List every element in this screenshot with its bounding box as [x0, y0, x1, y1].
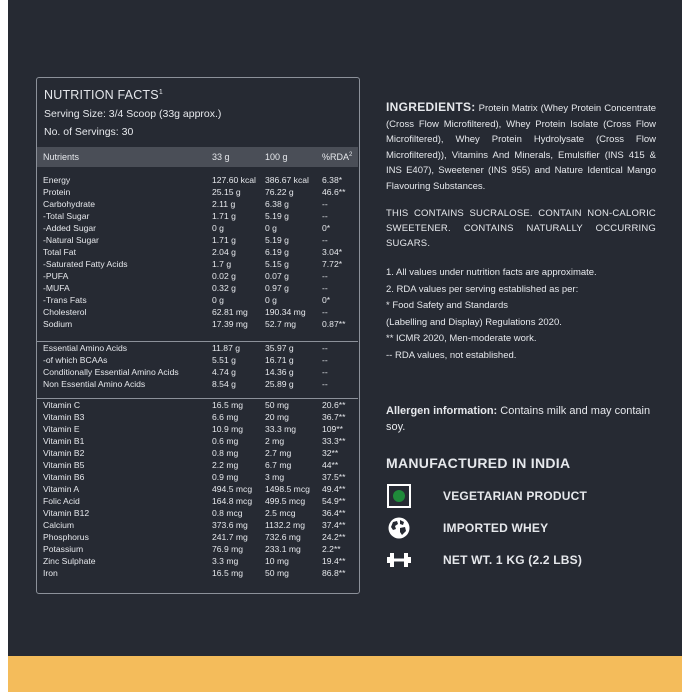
rda-percent: 109** — [322, 424, 344, 434]
nutrient-row — [37, 210, 358, 222]
ingredients-block — [386, 100, 656, 194]
footnote-line: -- RDA values, not established. — [386, 349, 517, 361]
value-per-serving: 2.2 mg — [212, 460, 239, 470]
nutrient-row — [37, 423, 358, 435]
rda-percent: 0.87** — [322, 319, 346, 329]
value-per-serving: 10.9 mg — [212, 424, 244, 434]
value-per-100g: 2.7 mg — [265, 448, 292, 458]
rda-percent: 36.7** — [322, 412, 346, 422]
header-rda — [322, 152, 352, 162]
value-per-100g: 14.36 g — [265, 367, 294, 377]
value-per-100g: 0 g — [265, 295, 277, 305]
nutrient-name: -Saturated Fatty Acids — [43, 259, 128, 269]
value-per-serving: 5.51 g — [212, 355, 236, 365]
value-per-100g: 35.97 g — [265, 343, 294, 353]
info-column — [386, 100, 656, 364]
value-per-serving: 4.74 g — [212, 367, 236, 377]
nutrient-row — [37, 447, 358, 459]
rda-percent: 49.4** — [322, 484, 346, 494]
value-per-serving: 494.5 mcg — [212, 484, 253, 494]
footnote-line: 2. RDA values per serving established as per: — [386, 283, 579, 295]
ingredients-label: INGREDIENTS: — [386, 100, 476, 114]
value-per-100g: 10 mg — [265, 556, 289, 566]
value-per-serving: 0 g — [212, 295, 224, 305]
nutrient-row — [37, 318, 358, 330]
nutrition-header-row — [37, 147, 358, 167]
value-per-100g: 499.5 mcg — [265, 496, 306, 506]
nutrient-name: -Trans Fats — [43, 295, 87, 305]
value-per-serving: 62.81 mg — [212, 307, 248, 317]
value-per-serving: 1.71 g — [212, 235, 236, 245]
nutrient-row — [37, 234, 358, 246]
value-per-serving: 127.60 kcal — [212, 175, 256, 185]
value-per-serving: 1.71 g — [212, 211, 236, 221]
value-per-100g: 6.19 g — [265, 247, 289, 257]
nutrient-name: Folic Acid — [43, 496, 80, 506]
nutrient-name: Essential Amino Acids — [43, 343, 128, 353]
nutrient-name: Total Fat — [43, 247, 76, 257]
rda-percent: 54.9** — [322, 496, 346, 506]
nutrient-row — [37, 507, 358, 519]
value-per-serving: 0.32 g — [212, 283, 236, 293]
value-per-100g: 3 mg — [265, 472, 285, 482]
nutrient-row — [37, 366, 358, 378]
nutrient-group-vitamins-minerals — [37, 398, 358, 579]
rda-percent: -- — [322, 199, 328, 209]
rda-percent: 37.4** — [322, 520, 346, 530]
vegetarian-mark-icon — [386, 484, 412, 508]
allergen-text: Contains milk and may contain soy. — [386, 405, 651, 433]
rda-percent: 33.3** — [322, 436, 346, 446]
footnote-line: 1. All values under nutrition facts are approximate. — [386, 267, 597, 278]
feature-label: NET WT. 1 KG (2.2 LBS) — [443, 553, 583, 567]
nutrient-group-macros — [37, 174, 358, 330]
value-per-serving: 0 g — [212, 223, 224, 233]
value-per-100g: 52.7 mg — [265, 319, 297, 329]
value-per-serving: 0.9 mg — [212, 472, 239, 482]
sweetener-note: THIS CONTAINS SUCRALOSE. CONTAIN NON-CALORIC SWEETENER. CONTAINS NATURALLY OCCURRING SUGARS. — [386, 208, 656, 249]
value-per-100g: 0.97 g — [265, 283, 289, 293]
rda-percent: 86.8** — [322, 568, 346, 578]
bottom-color-band — [8, 656, 682, 692]
nutrient-name: Cholesterol — [43, 307, 87, 317]
value-per-serving: 3.3 mg — [212, 556, 239, 566]
value-per-100g: 6.7 mg — [265, 460, 292, 470]
nutrient-row — [37, 471, 358, 483]
nutrient-row — [37, 282, 358, 294]
nutrient-name: Energy — [43, 175, 71, 185]
nutrient-name: -Natural Sugar — [43, 235, 99, 245]
value-per-100g: 5.15 g — [265, 259, 289, 269]
allergen-information — [386, 403, 666, 435]
rda-percent: 2.2** — [322, 544, 341, 554]
rda-percent: 24.2** — [322, 532, 346, 542]
value-per-100g: 25.89 g — [265, 379, 294, 389]
nutrient-row — [37, 519, 358, 531]
number-of-servings: No. of Servings: 30 — [44, 126, 134, 138]
rda-percent: -- — [322, 367, 328, 377]
nutrition-title-sup: 1 — [158, 88, 163, 96]
nutrient-name: Non Essential Amino Acids — [43, 379, 146, 389]
footnotes — [386, 265, 656, 364]
nutrient-name: Zinc Sulphate — [43, 556, 96, 566]
nutrient-name: Vitamin B12 — [43, 508, 90, 518]
nutrient-row — [37, 459, 358, 471]
nutrient-name: Vitamin B3 — [43, 412, 85, 422]
nutrition-facts-title — [44, 88, 163, 102]
nutrient-row — [37, 543, 358, 555]
manufactured-in-india: MANUFACTURED IN INDIA — [386, 455, 571, 471]
value-per-serving: 25.15 g — [212, 187, 241, 197]
rda-percent: 37.5** — [322, 472, 346, 482]
rda-percent: 36.4** — [322, 508, 346, 518]
nutrient-row — [37, 378, 358, 390]
footnote-line: * Food Safety and Standards — [386, 300, 508, 311]
nutrient-row — [37, 198, 358, 210]
value-per-serving: 16.5 mg — [212, 568, 244, 578]
value-per-100g: 5.19 g — [265, 235, 289, 245]
nutrient-name: Vitamin E — [43, 424, 80, 434]
value-per-serving: 164.8 mcg — [212, 496, 253, 506]
header-100g: 100 g — [265, 152, 288, 162]
globe-icon — [386, 516, 412, 540]
nutrient-name: Vitamin B5 — [43, 460, 85, 470]
nutrient-row — [37, 531, 358, 543]
feature-net-weight — [386, 548, 666, 572]
value-per-serving: 241.7 mg — [212, 532, 248, 542]
value-per-100g: 50 mg — [265, 400, 289, 410]
rda-percent: -- — [322, 307, 328, 317]
value-per-serving: 0.8 mcg — [212, 508, 243, 518]
nutrient-row — [37, 258, 358, 270]
nutrient-name: -MUFA — [43, 283, 70, 293]
header-nutrients: Nutrients — [43, 152, 80, 162]
rda-percent: 6.38* — [322, 175, 343, 185]
nutrient-row — [37, 270, 358, 282]
header-rda-sup: 2 — [349, 152, 353, 158]
value-per-100g: 5.19 g — [265, 211, 289, 221]
nutrient-row — [37, 411, 358, 423]
feature-label: IMPORTED WHEY — [443, 521, 549, 535]
nutrient-row — [37, 174, 358, 186]
nutrient-row — [37, 306, 358, 318]
value-per-serving: 0.6 mg — [212, 436, 239, 446]
nutrient-name: -Added Sugar — [43, 223, 97, 233]
footnote-line: (Labelling and Display) Regulations 2020. — [386, 316, 562, 328]
footnote-line: ** ICMR 2020, Men-moderate work. — [386, 333, 537, 344]
rda-percent: 20.6** — [322, 400, 346, 410]
nutrient-name: Vitamin B2 — [43, 448, 85, 458]
value-per-serving: 0.8 mg — [212, 448, 239, 458]
nutrient-row — [37, 354, 358, 366]
nutrient-group-amino-acids — [37, 341, 358, 390]
header-33g: 33 g — [212, 152, 230, 162]
value-per-100g: 0.07 g — [265, 271, 289, 281]
value-per-100g: 1498.5 mcg — [265, 484, 310, 494]
nutrient-row — [37, 483, 358, 495]
rda-percent: -- — [322, 379, 328, 389]
nutrient-name: Potassium — [43, 544, 84, 554]
value-per-serving: 11.87 g — [212, 343, 241, 353]
serving-size: Serving Size: 3/4 Scoop (33g approx.) — [44, 108, 222, 120]
value-per-100g: 0 g — [265, 223, 277, 233]
nutrient-name: Calcium — [43, 520, 75, 530]
nutrient-name: Vitamin B6 — [43, 472, 85, 482]
ingredients-text: Protein Matrix (Whey Protein Concentrate (Cross Flow Microfiltered), Whey Protein Isolate (Cross Flow Microfiltered), Whey Protein Hydrolysate (Cross Flow Microfiltered)), Vitamins And Minerals, Emulsifier (INS 415 & INS E407), Sweetener (INS 955) and Nature Identical Mango Flavouring Substances. — [386, 103, 656, 192]
nutrient-name: Vitamin A — [43, 484, 80, 494]
value-per-serving: 16.5 mg — [212, 400, 244, 410]
nutrient-row — [37, 555, 358, 567]
nutrient-name: Iron — [43, 568, 58, 578]
value-per-100g: 1132.2 mg — [265, 520, 305, 530]
nutrition-title-text: NUTRITION FACTS — [44, 88, 159, 102]
value-per-100g: 732.6 mg — [265, 532, 301, 542]
nutrient-name: -PUFA — [43, 271, 69, 281]
rda-percent: -- — [322, 211, 328, 221]
value-per-100g: 190.34 mg — [265, 307, 306, 317]
nutrient-name: Protein — [43, 187, 71, 197]
rda-percent: 46.6** — [322, 187, 346, 197]
nutrient-name: Conditionally Essential Amino Acids — [43, 367, 179, 377]
rda-percent: 32** — [322, 448, 339, 458]
value-per-serving: 0.02 g — [212, 271, 236, 281]
allergen-label: Allergen information: — [386, 405, 498, 417]
rda-percent: 3.04* — [322, 247, 343, 257]
nutrient-row — [37, 399, 358, 411]
value-per-serving: 6.6 mg — [212, 412, 239, 422]
nutrient-row — [37, 435, 358, 447]
rda-percent: -- — [322, 271, 328, 281]
feature-vegetarian — [386, 484, 666, 508]
nutrient-row — [37, 567, 358, 579]
value-per-100g: 2 mg — [265, 436, 285, 446]
rda-percent: -- — [322, 283, 328, 293]
dumbbell-icon — [386, 548, 412, 572]
nutrition-facts-box — [36, 77, 360, 594]
nutrient-row — [37, 186, 358, 198]
nutrient-row — [37, 342, 358, 354]
value-per-100g: 50 mg — [265, 568, 289, 578]
nutrient-name: Sodium — [43, 319, 73, 329]
rda-percent: 0* — [322, 295, 331, 305]
value-per-100g: 20 mg — [265, 412, 289, 422]
nutrient-name: Vitamin C — [43, 400, 81, 410]
value-per-serving: 373.6 mg — [212, 520, 248, 530]
rda-percent: -- — [322, 343, 328, 353]
value-per-serving: 8.54 g — [212, 379, 236, 389]
rda-percent: -- — [322, 355, 328, 365]
nutrient-row — [37, 495, 358, 507]
value-per-100g: 386.67 kcal — [265, 175, 309, 185]
rda-percent: 19.4** — [322, 556, 346, 566]
nutrient-name: Carbohydrate — [43, 199, 96, 209]
feature-imported-whey — [386, 516, 666, 540]
nutrient-row — [37, 222, 358, 234]
nutrient-row — [37, 294, 358, 306]
header-rda-text: %RDA — [322, 152, 350, 162]
value-per-100g: 6.38 g — [265, 199, 289, 209]
value-per-100g: 16.71 g — [265, 355, 294, 365]
nutrient-name: Phosphorus — [43, 532, 89, 542]
value-per-serving: 2.04 g — [212, 247, 236, 257]
value-per-100g: 33.3 mg — [265, 424, 297, 434]
nutrient-row — [37, 246, 358, 258]
value-per-100g: 2.5 mcg — [265, 508, 296, 518]
rda-percent: 44** — [322, 460, 339, 470]
value-per-serving: 17.39 mg — [212, 319, 248, 329]
value-per-serving: 2.11 g — [212, 199, 236, 209]
value-per-100g: 233.1 mg — [265, 544, 301, 554]
feature-label: VEGETARIAN PRODUCT — [443, 489, 588, 503]
value-per-serving: 76.9 mg — [212, 544, 244, 554]
rda-percent: 7.72* — [322, 259, 343, 269]
nutrient-name: Vitamin B1 — [43, 436, 85, 446]
rda-percent: 0* — [322, 223, 331, 233]
nutrient-name: -Total Sugar — [43, 211, 90, 221]
nutrient-name: -of which BCAAs — [43, 355, 108, 365]
value-per-serving: 1.7 g — [212, 259, 232, 269]
rda-percent: -- — [322, 235, 328, 245]
value-per-100g: 76.22 g — [265, 187, 294, 197]
